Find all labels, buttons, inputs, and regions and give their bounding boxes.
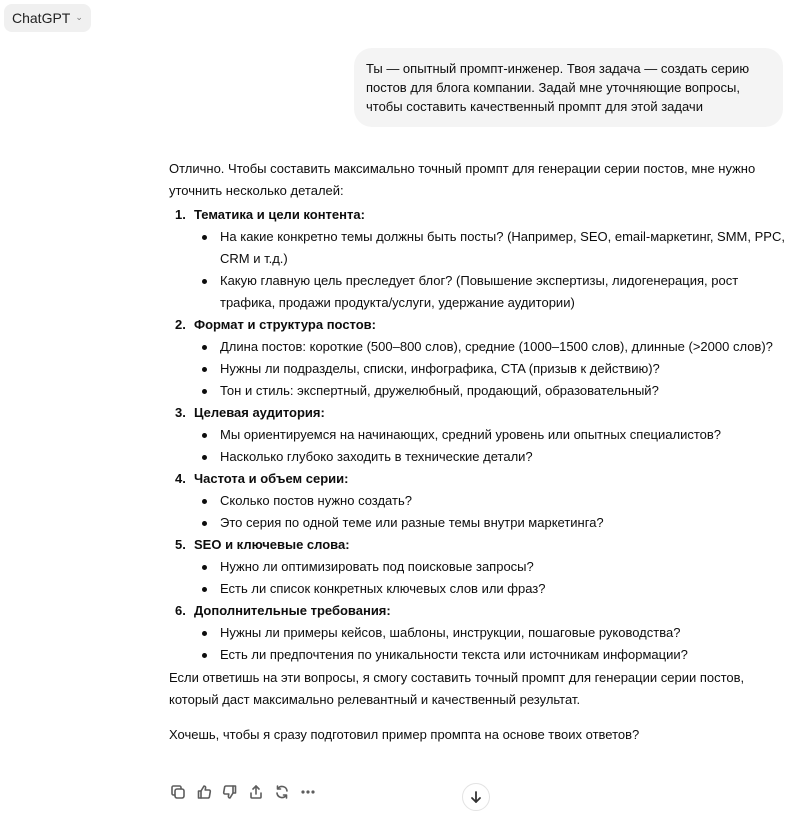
assistant-outro: Если ответишь на эти вопросы, я смогу составить точный промпт для генерации серии постов, который даст максимально релевантный и качественный результат. — [169, 670, 745, 707]
list-item: Мы ориентируемся на начинающих, средний уровень или опытных специалистов? — [194, 424, 794, 446]
copy-icon — [170, 784, 186, 800]
section-title: Частота и объем серии: — [194, 471, 349, 486]
assistant-message — [169, 158, 794, 746]
list-item: Нужны ли примеры кейсов, шаблоны, инструкции, пошаговые руководства? — [194, 622, 794, 644]
thumbs-down-button[interactable] — [220, 782, 240, 802]
more-icon — [300, 784, 316, 800]
section-title: Формат и структура постов: — [194, 317, 377, 332]
user-message-bubble — [354, 48, 783, 127]
model-name: ChatGPT — [12, 10, 71, 26]
thumbs-up-icon — [196, 784, 212, 800]
list-item: Насколько глубоко заходить в технические детали? — [194, 446, 794, 468]
message-action-bar — [168, 782, 318, 802]
share-icon — [248, 784, 264, 800]
copy-button[interactable] — [168, 782, 188, 802]
assistant-question: Хочешь, чтобы я сразу подготовил пример промпта на основе твоих ответов? — [169, 727, 640, 742]
list-item: Длина постов: короткие (500–800 слов), средние (1000–1500 слов), длинные (>2000 слов)? — [194, 336, 794, 358]
list-item: Нужны ли подразделы, списки, инфографика, CTA (призыв к действию)? — [194, 358, 794, 380]
section — [169, 468, 794, 534]
list-item: Есть ли список конкретных ключевых слов или фраз? — [194, 578, 794, 600]
list-item: Это серия по одной теме или разные темы внутри маркетинга? — [194, 512, 794, 534]
assistant-intro: Отлично. Чтобы составить максимально точный промпт для генерации серии постов, мне нужно уточнить несколько деталей: — [169, 161, 756, 198]
list-item: Какую главную цель преследует блог? (Повышение экспертизы, лидогенерация, рост трафика, продажи продукта/услуги, удержание аудитории) — [194, 270, 794, 314]
scroll-to-bottom-button[interactable] — [462, 783, 490, 811]
section-title: Дополнительные требования: — [194, 603, 391, 618]
list-item: Есть ли предпочтения по уникальности текста или источникам информации? — [194, 644, 794, 666]
list-item: На какие конкретно темы должны быть посты? (Например, SEO, email-маркетинг, SMM, PPC, CRM и т.д.) — [194, 226, 794, 270]
question-sections — [169, 204, 794, 666]
regenerate-button[interactable] — [272, 782, 292, 802]
regenerate-icon — [274, 784, 290, 800]
section-title: SEO и ключевые слова: — [194, 537, 350, 552]
chevron-down-icon: ⌄ — [75, 11, 83, 22]
share-button[interactable] — [246, 782, 266, 802]
section — [169, 314, 794, 402]
arrow-down-icon — [469, 790, 483, 804]
section — [169, 204, 794, 314]
section-number: 4. — [175, 471, 186, 486]
section-title: Целевая аудитория: — [194, 405, 325, 420]
thumbs-down-icon — [222, 784, 238, 800]
user-message-text: Ты — опытный промпт-инженер. Твоя задача — создать серию постов для блога компании. Задай мне уточняющие вопросы, чтобы составить качественный промпт для этой задачи — [366, 61, 750, 114]
section-title: Тематика и цели контента: — [194, 207, 365, 222]
thumbs-up-button[interactable] — [194, 782, 214, 802]
section-number: 3. — [175, 405, 186, 420]
section-number: 6. — [175, 603, 186, 618]
section-number: 5. — [175, 537, 186, 552]
section-number: 2. — [175, 317, 186, 332]
list-item: Тон и стиль: экспертный, дружелюбный, продающий, образовательный? — [194, 380, 794, 402]
section-number: 1. — [175, 207, 186, 222]
section — [169, 600, 794, 666]
section — [169, 402, 794, 468]
model-switcher-button[interactable] — [4, 4, 91, 32]
list-item: Сколько постов нужно создать? — [194, 490, 794, 512]
more-button[interactable] — [298, 782, 318, 802]
list-item: Нужно ли оптимизировать под поисковые запросы? — [194, 556, 794, 578]
section — [169, 534, 794, 600]
